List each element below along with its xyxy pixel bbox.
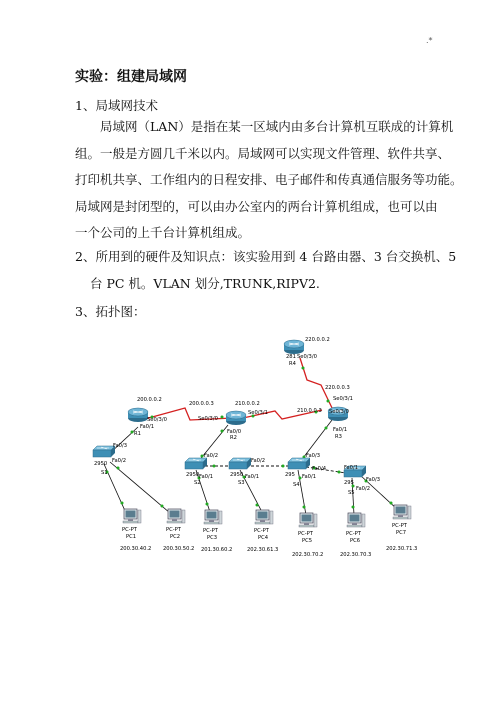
switch-s5[interactable] <box>344 465 380 496</box>
device-model: 2950 <box>94 461 108 467</box>
paragraph-line: 局域网（LAN）是指在某一区域内由多台计算机互联成的计算机 <box>100 119 454 134</box>
port-label: Fa0/2 <box>112 458 127 464</box>
ip-label: 200.30.50.2 <box>163 546 195 552</box>
pc-pc2[interactable] <box>163 509 194 552</box>
pc-type: PC-PT <box>122 527 137 533</box>
pc-type: PC-PT <box>166 527 181 533</box>
device-model: 2950 <box>186 472 200 478</box>
paragraph-line: 一个公司的上千台计算机组成。 <box>75 225 251 240</box>
device-name: PC2 <box>170 534 181 540</box>
page-title: 实验：组建局域网 <box>75 69 187 85</box>
device-name: PC4 <box>258 535 269 541</box>
port-label: Fa0/1 <box>333 427 348 433</box>
device-name: S2 <box>194 480 201 486</box>
switch-s4[interactable] <box>285 453 327 488</box>
switch-s2[interactable] <box>185 453 218 486</box>
ip-label: 200.30.40.2 <box>120 546 152 552</box>
paragraph-line: 2、所用到的硬件及知识点：该实验用到 4 台路由器、3 台交换机、5 <box>75 249 457 264</box>
device-model: 295 <box>344 480 354 486</box>
pc-type: PC-PT <box>298 531 313 537</box>
router-r1[interactable] <box>128 397 167 437</box>
port-label: Fa0/1 <box>199 474 214 480</box>
ip-label: 200.0.0.2 <box>137 397 162 403</box>
paragraph-line: 打印机共享、工作组内的日程安排、电子邮件和传真通信服务等功能。 <box>75 172 463 187</box>
ip-label: 210.0.0.3 <box>297 408 322 414</box>
device-name: R4 <box>289 361 296 367</box>
corner-mark: .* <box>426 36 433 45</box>
port-label: Fa0/1 <box>140 424 155 430</box>
ip-label: 201.30.60.2 <box>201 547 233 553</box>
pc-type: PC-PT <box>254 528 269 534</box>
device-name: S5 <box>348 490 355 496</box>
port-label: Se0/3/0 <box>147 417 167 423</box>
section-3-heading: 3、拓扑图： <box>75 304 146 319</box>
port-label: Fa0/1 <box>302 474 317 480</box>
pc-type: PC-PT <box>203 528 218 534</box>
port-label: Se0/3/0 <box>329 409 349 415</box>
device-name: R1 <box>134 431 141 437</box>
port-label: Fa0/2 <box>204 453 219 459</box>
paragraph-line: 台 PC 机。VLAN 划分,TRUNK,RIPV2. <box>90 275 320 291</box>
router-r3[interactable] <box>328 396 353 440</box>
ip-label: 202.30.61.3 <box>247 547 279 553</box>
pc-pc6[interactable] <box>340 513 371 558</box>
port-label: Fa0/2 <box>251 458 266 464</box>
port-label: Se0/3/0 <box>198 416 218 422</box>
port-label: Se0/3/1 <box>248 410 268 416</box>
device-name: S4 <box>293 482 300 488</box>
device-name: S3 <box>238 480 245 486</box>
ip-label: 202.30.71.3 <box>386 546 418 552</box>
paragraph-line: 组。一般是方圆几千米以内。局域网可以实现文件管理、软件共享、 <box>75 145 451 161</box>
pc-pc7[interactable] <box>386 505 417 552</box>
pc-pc3[interactable] <box>201 510 232 553</box>
device-name: PC3 <box>207 535 218 541</box>
ip-label: 200.0.0.3 <box>189 401 214 407</box>
port-label: Fa0/3 <box>306 453 321 459</box>
port-label: Fa0/3 <box>366 477 381 483</box>
pc-type: PC-PT <box>346 531 361 537</box>
device-name: PC6 <box>350 538 361 544</box>
port-label: Se0/3/0 <box>297 354 317 360</box>
device-name: PC1 <box>126 534 137 540</box>
port-label: Fa0/0 <box>227 429 242 435</box>
device-name: R2 <box>230 435 237 441</box>
router-r4[interactable] <box>284 337 330 367</box>
ip-label: 210.0.0.2 <box>235 401 260 407</box>
ip-label: 202.30.70.2 <box>292 552 324 558</box>
switch-s1[interactable] <box>93 443 127 476</box>
device-model: 295 <box>285 472 295 478</box>
pc-type: PC-PT <box>392 523 407 529</box>
switch-s3[interactable] <box>229 458 265 486</box>
ip-label: 220.0.0.2 <box>305 337 330 343</box>
device-name: PC5 <box>302 538 313 544</box>
pc-pc4[interactable] <box>247 510 278 553</box>
ip-label: 220.0.0.3 <box>325 385 350 391</box>
pc-pc1[interactable] <box>120 509 151 552</box>
device-name: R3 <box>335 434 342 440</box>
port-label: Fa0/3 <box>113 443 128 449</box>
port-label: Fa0/4 <box>312 466 327 472</box>
device-model: 2950 <box>230 472 244 478</box>
device-name: S1 <box>101 470 108 476</box>
port-label: Fa0/1 <box>245 474 260 480</box>
device-model: 281 <box>286 354 296 360</box>
pc-pc5[interactable] <box>292 513 323 558</box>
section-1-heading: 1、局域网技术 <box>75 98 158 113</box>
device-name: PC7 <box>396 530 407 536</box>
paragraph-line: 局域网是封闭型的，可以由办公室内的两台计算机组成，也可以由 <box>75 198 438 214</box>
ip-label: 202.30.70.3 <box>340 552 372 558</box>
port-label: Fa0/2 <box>356 486 371 492</box>
port-label: Fa0/1 <box>344 465 359 471</box>
router-r2[interactable] <box>198 401 268 441</box>
port-label: Se0/3/1 <box>333 396 353 402</box>
